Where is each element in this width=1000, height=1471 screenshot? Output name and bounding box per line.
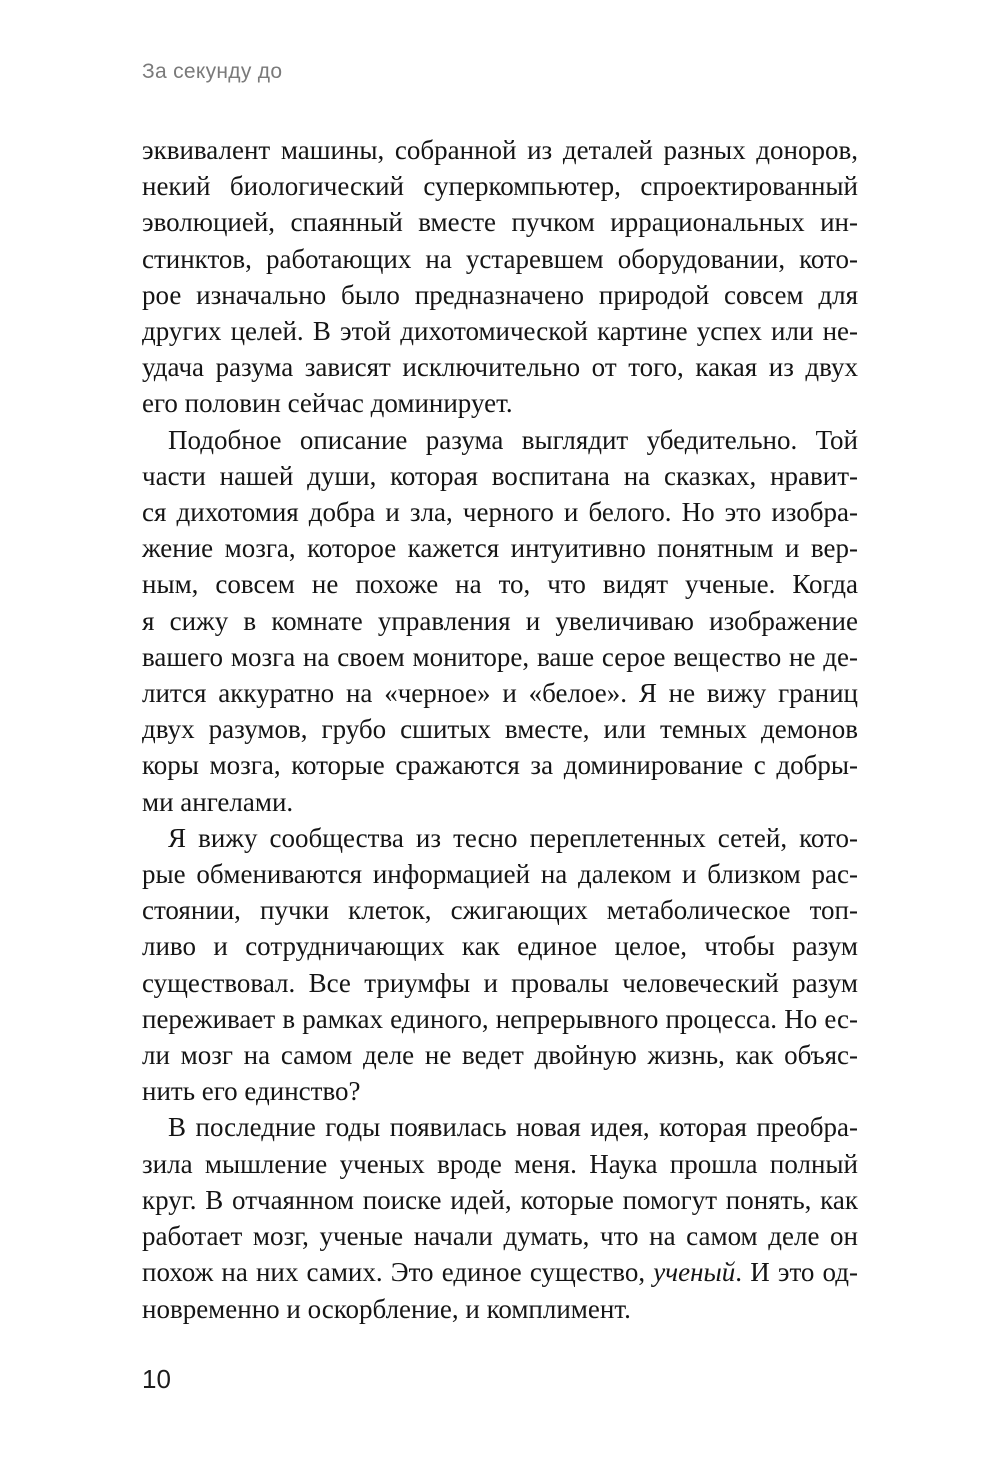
text-line: существовал. Все триумфы и провалы человеческий разум [142, 967, 858, 998]
text-line: коры мозга, которые сражаются за доминирование с добры- [142, 750, 858, 781]
text-line: стинктов, работающих на устаревшем оборудовании, кото- [142, 243, 858, 274]
paragraph [142, 132, 858, 422]
text-line: ми ангелами. [142, 786, 294, 817]
text-line: переживает в рамках единого, непрерывного процесса. Но ес- [142, 1003, 858, 1034]
text-line: новременно и оскорбление, и комплимент. [142, 1293, 631, 1324]
paragraph [142, 422, 858, 820]
text-line: нить его единство? [142, 1076, 361, 1107]
text-block [142, 132, 858, 1327]
running-header: За секунду до [142, 60, 283, 83]
text-line: удача разума зависят исключительно от того, какая из двух [142, 352, 858, 383]
text-line: Я вижу сообщества из тесно переплетенных сетей, кото- [168, 822, 858, 853]
text-line: ливо и сотрудничающих как единое целое, чтобы разум [142, 931, 858, 962]
italic-term: ученый [653, 1257, 736, 1288]
paragraph [142, 1109, 858, 1326]
text-line: я сижу в комнате управления и увеличиваю изображение [142, 605, 858, 636]
text-line: ли мозг на самом деле не ведет двойную жизнь, как объяс- [142, 1040, 858, 1071]
text-line: Подобное описание разума выглядит убедительно. Той [168, 424, 858, 455]
paragraph [142, 820, 858, 1110]
text-line: эволюцией, спаянный вместе пучком иррациональных ин- [142, 207, 858, 238]
text-line-with-italic [142, 1254, 858, 1290]
text-line: двух разумов, грубо сшитых вместе, или темных демонов [142, 714, 858, 745]
text-segment: похож на них самих. Это единое существо, [142, 1257, 654, 1288]
text-line: лится аккуратно на «черное» и «белое». Я не вижу границ [142, 678, 858, 709]
text-line: зила мышление ученых вроде меня. Наука прошла полный [142, 1148, 858, 1179]
text-line: других целей. В этой дихотомической картине успех или не- [142, 316, 858, 347]
text-line: эквивалент машины, собранной из деталей разных доноров, [142, 135, 858, 165]
text-line: некий биологический суперкомпьютер, спроектированный [142, 171, 858, 202]
text-line: вашего мозга на своем мониторе, ваше серое вещество не де- [142, 641, 858, 672]
text-line: стоянии, пучки клеток, сжигающих метаболическое топ- [142, 895, 858, 926]
text-line: рые обмениваются информацией на далеком и близком рас- [142, 859, 858, 890]
text-line: работает мозг, ученые начали думать, что на самом деле он [142, 1221, 858, 1252]
text-line: круг. В отчаянном поиске идей, которые помогут понять, как [142, 1184, 858, 1215]
text-line: ся дихотомия добра и зла, черного и белого. Но это изобра- [142, 497, 858, 528]
text-line: его половин сейчас доминирует. [142, 388, 513, 419]
text-line: части нашей души, которая воспитана на сказках, нравит- [142, 460, 858, 491]
text-line: В последние годы появилась новая идея, которая преобра- [168, 1112, 858, 1143]
text-line: ным, совсем не похоже на то, что видят ученые. Когда [142, 569, 858, 600]
text-line: рое изначально было предназначено природой совсем для [142, 279, 858, 310]
page-number: 10 [142, 1364, 171, 1394]
text-segment: . И это од- [735, 1257, 858, 1288]
text-line: жение мозга, которое кажется интуитивно понятным и вер- [142, 533, 858, 564]
